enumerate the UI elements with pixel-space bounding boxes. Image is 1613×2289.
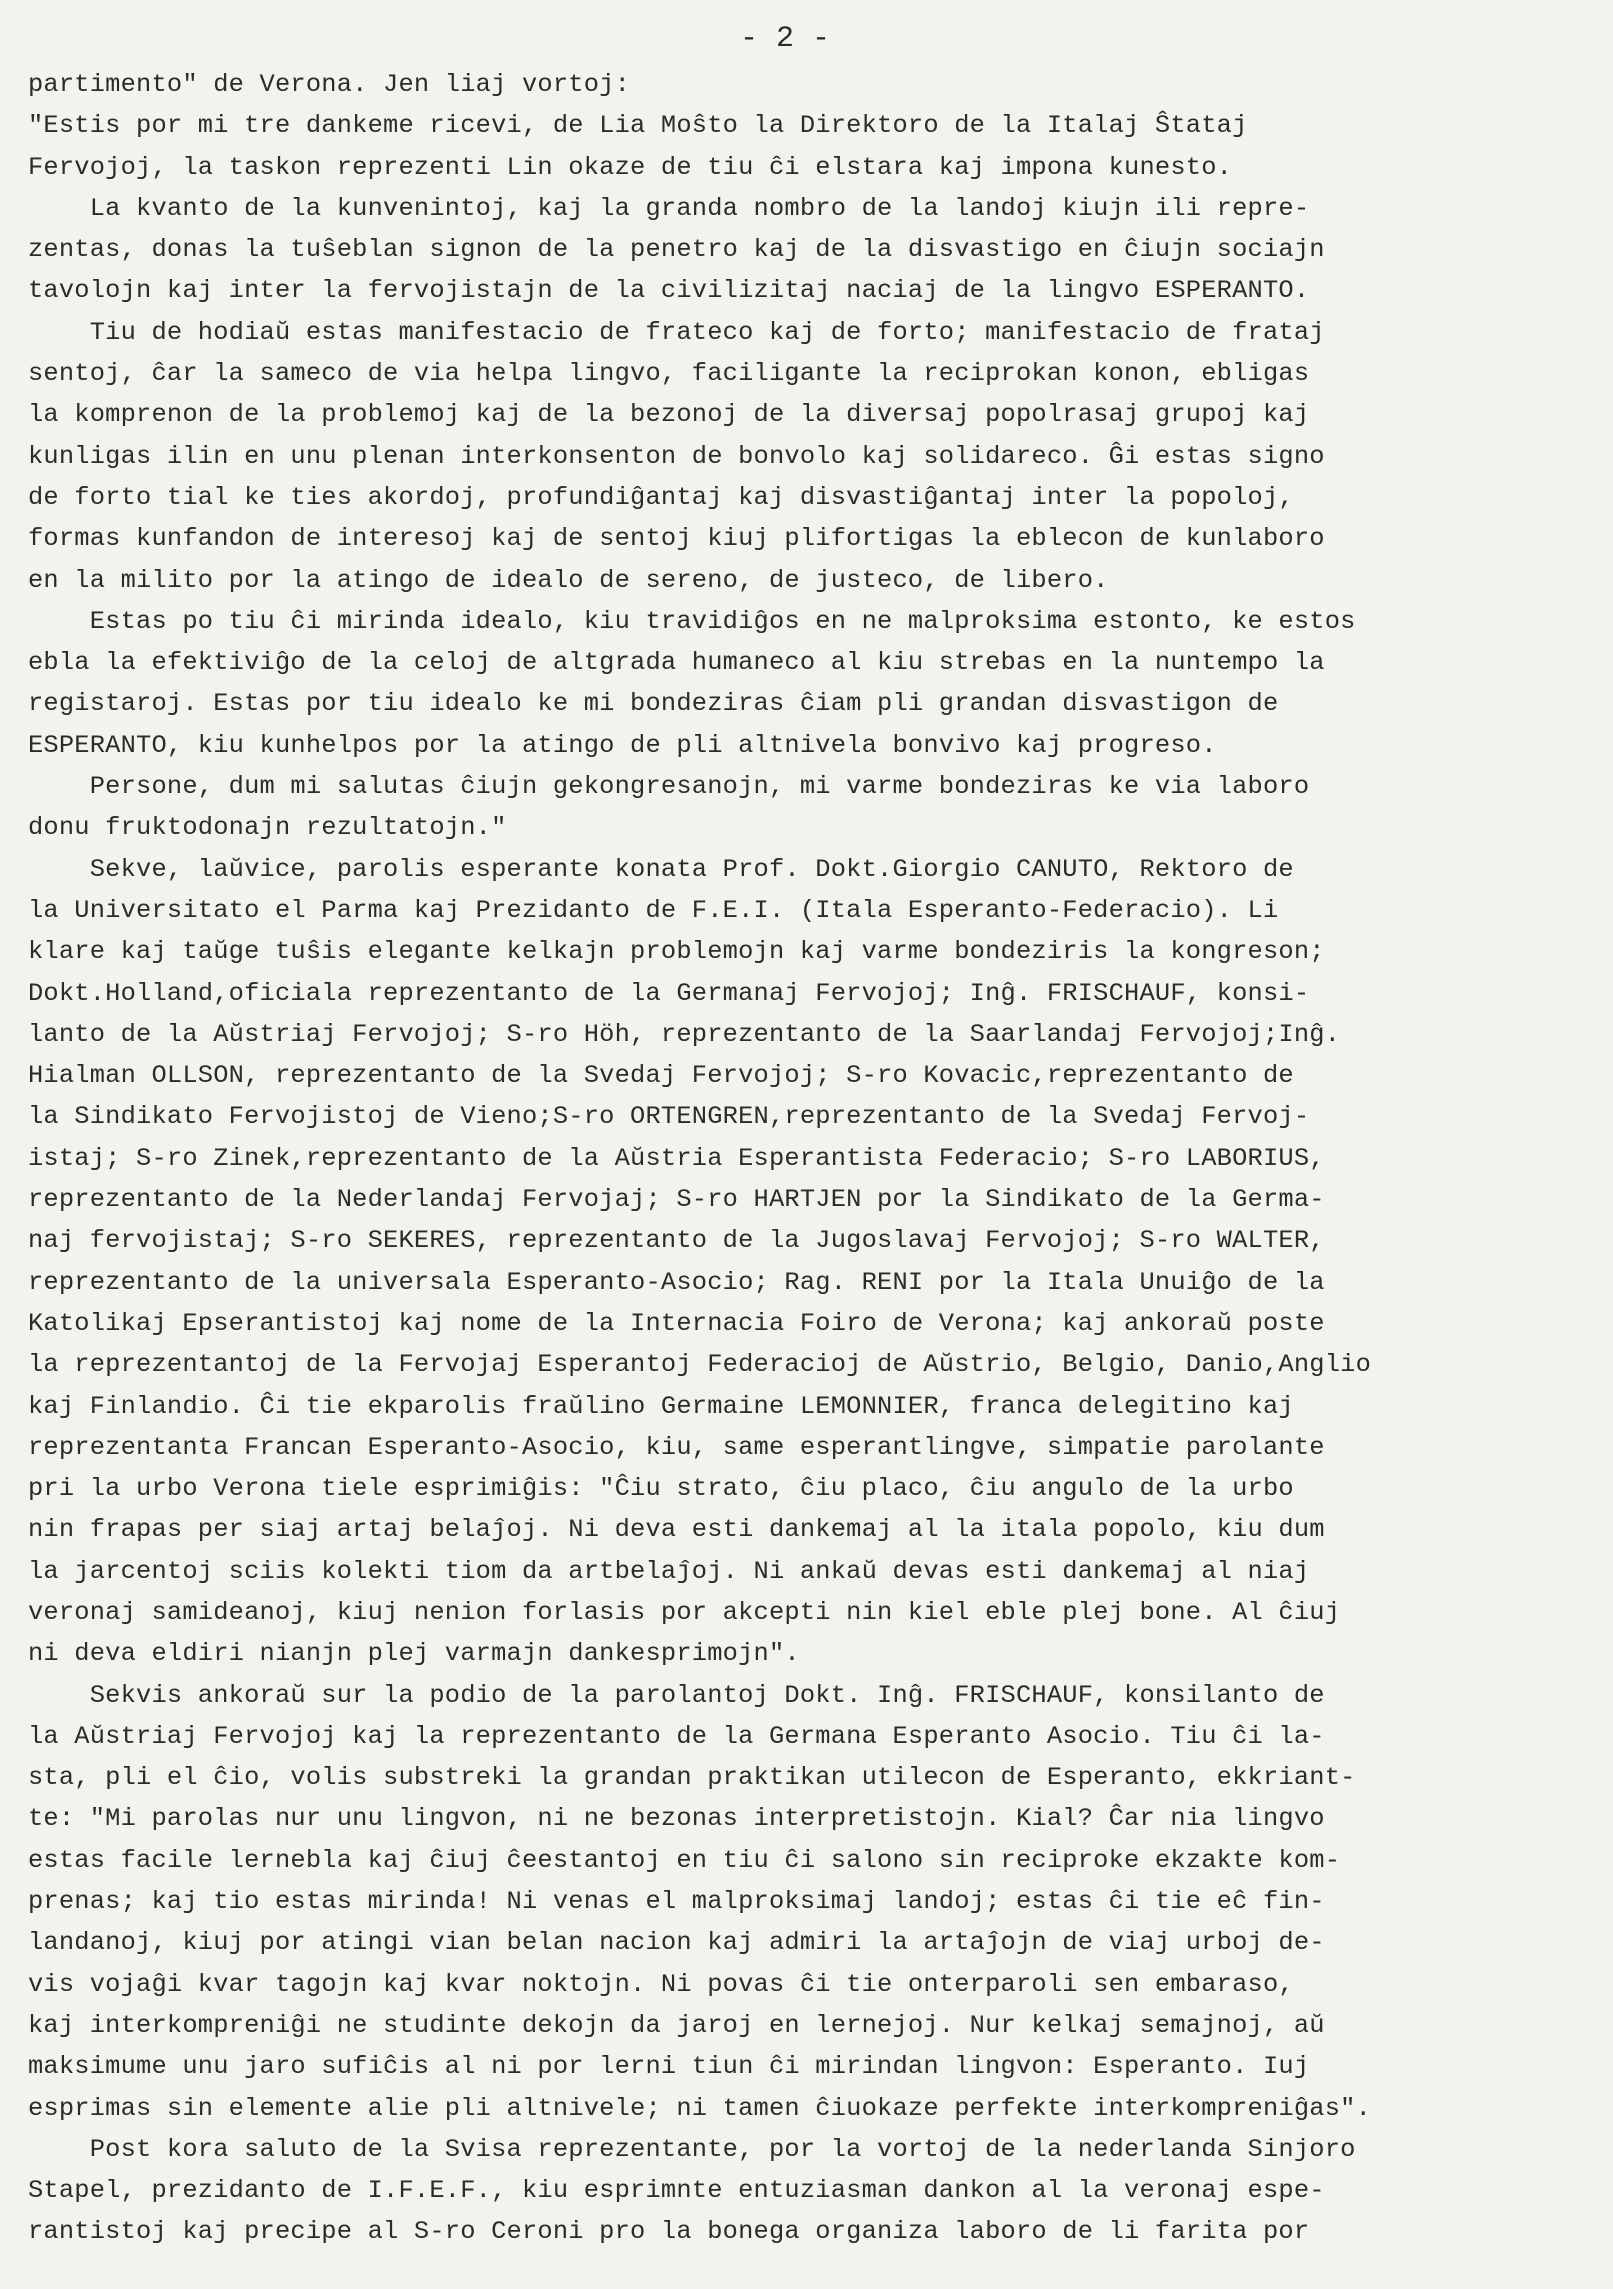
text-line: La kvanto de la kunvenintoj, kaj la granda nombro de la landoj kiujn ili repre-: [28, 193, 1310, 223]
text-line: naj fervojistaj; S-ro SEKERES, reprezentanto de la Jugoslavaj Fervojoj; S-ro WALTER,: [28, 1226, 1325, 1256]
text-line: Estas po tiu ĉi mirinda idealo, kiu travidiĝos en ne malproksima estonto, ke estos: [28, 606, 1356, 636]
text-line: de forto tial ke ties akordoj, profundiĝantaj kaj disvastiĝantaj inter la popoloj,: [28, 482, 1294, 512]
text-line: landanoj, kiuj por atingi vian belan nacion kaj admiri la artaĵojn de viaj urboj de-: [28, 1928, 1325, 1958]
text-line: reprezentanta Francan Esperanto-Asocio, kiu, same esperantlingve, simpatie parolante: [28, 1432, 1325, 1462]
text-line: registaroj. Estas por tiu idealo ke mi bondeziras ĉiam pli grandan disvastigon de: [28, 689, 1279, 719]
text-line: ni deva eldiri nianjn plej varmajn dankesprimojn".: [28, 1639, 800, 1669]
text-line: reprezentanto de la universala Esperanto-Asocio; Rag. RENI por la Itala Unuiĝo de la: [28, 1267, 1325, 1297]
text-line: la Universitato el Parma kaj Prezidanto de F.E.I. (Itala Esperanto-Federacio). Li: [28, 895, 1279, 925]
text-line: reprezentanto de la Nederlandaj Fervojaj; S-ro HARTJEN por la Sindikato de la Germa-: [28, 1185, 1325, 1215]
text-line: Stapel, prezidanto de I.F.E.F., kiu esprimnte entuziasman dankon al la veronaj espe-: [28, 2176, 1325, 2206]
text-line: vis vojaĝi kvar tagojn kaj kvar noktojn. Ni povas ĉi tie onterparoli sen embaraso,: [28, 1969, 1294, 1999]
text-line: sentoj, ĉar la sameco de via helpa lingvo, faciligante la reciprokan konon, ebligas: [28, 359, 1310, 389]
text-line: veronaj samideanoj, kiuj nenion forlasis por akcepti nin kiel eble plej bone. Al ĉiuj: [28, 1597, 1341, 1627]
text-line: Sekve, laŭvice, parolis esperante konata Prof. Dokt.Giorgio CANUTO, Rektoro de: [28, 854, 1294, 884]
text-line: nin frapas per siaj artaj belaĵoj. Ni devа esti dankemaj al la itala popolo, kiu dum: [28, 1515, 1325, 1545]
text-line: la jarcentoj sciis kolekti tiom da artbelaĵoj. Ni ankaŭ devas esti dankemaj al niaj: [28, 1556, 1310, 1586]
text-line: Katolikaj Epserantistoj kaj nome de la Internacia Foiro de Verona; kaj ankoraŭ poste: [28, 1308, 1325, 1338]
text-line: Persone, dum mi salutas ĉiujn gekongresanojn, mi varme bondeziras ke via laboro: [28, 772, 1310, 802]
text-line: rantistoj kaj precipe al S-ro Ceroni pro la bonega organiza laboro de li farita por: [28, 2217, 1310, 2247]
text-line: la Sindikato Fervojistoj de Vieno;S-ro ORTENGREN,reprezentanto de la Svedaj Fervoj-: [28, 1102, 1310, 1132]
text-line: esprimas sin elemente alie pli altnivele; ni tamen ĉiuokaze perfekte interkompreniĝas".: [28, 2093, 1372, 2123]
text-line: la reprezentantoj de la Fervojaj Esperantoj Federacioj de Aŭstrio, Belgio, Danio,Anglio: [28, 1350, 1372, 1380]
text-line: klare kaj taŭge tuŝis elegante kelkajn problemojn kaj varme bondeziris la kongreson;: [28, 937, 1325, 967]
text-line: Dokt.Holland,oficiala reprezentanto de la Germanaj Fervojoj; Inĝ. FRISCHAUF, konsi-: [28, 978, 1310, 1008]
text-line: istaj; S-ro Zinek,reprezentanto de la Aŭstria Esperantista Federacio; S-ro LABORIUS,: [28, 1143, 1325, 1173]
text-line: maksimume unu jaro sufiĉis al ni por lerni tiun ĉi mirindan lingvon: Esperanto. Iuj: [28, 2052, 1310, 2082]
document-body: [28, 64, 1588, 2253]
text-line: kaj Finlandio. Ĉi tie ekparolis fraŭlino Germaine LEMONNIER, franca delegitino kaj: [28, 1391, 1294, 1421]
text-line: sta, pli el ĉio, volis substreki la grandan praktikan utilecon de Esperanto, ekkriant-: [28, 1763, 1356, 1793]
text-line: tavolojn kaj inter la fervojistajn de la civilizitaj naciaj de la lingvo ESPERANTO.: [28, 276, 1310, 306]
page-number: - 2 -: [740, 22, 831, 56]
text-line: ebla la efektiviĝo de la celoj de altgrada humaneco al kiu strebas en la nuntempo la: [28, 648, 1325, 678]
text-line: la Aŭstriaj Fervojoj kaj la reprezentanto de la Germana Esperanto Asocio. Tiu ĉi la-: [28, 1721, 1325, 1751]
text-line: partimento" de Verona. Jen liaj vortoj:: [28, 70, 631, 99]
text-line: prenas; kaj tio estas mirinda! Ni venas el malproksimaj landoj; estas ĉi tie eĉ fin-: [28, 1887, 1325, 1917]
text-line: kunligas ilin en unu plenan interkonsenton de bonvolo kaj solidareco. Ĝi estas signo: [28, 441, 1325, 471]
text-line: formas kunfandon de interesoj kaj de sentoj kiuj plifortigas la eblecon de kunlaboro: [28, 524, 1325, 554]
text-line: lanto de la Aŭstriaj Fervojoj; S-ro Höh, reprezentanto de la Saarlandaj Fervojoj;Inĝ.: [28, 1019, 1341, 1049]
text-line: ESPERANTO, kiu kunhelpos por la atingo de pli altnivela bonvivo kaj progreso.: [28, 730, 1217, 760]
text-line: Hialman OLLSON, reprezentanto de la Svedaj Fervojoj; S-ro Kovacic,reprezentanto de: [28, 1061, 1294, 1091]
text-line: zentas, donas la tuŝeblan signon de la penetro kaj de la disvastigo en ĉiujn sociajn: [28, 235, 1325, 265]
text-line: Fervojoj, la taskon reprezenti Lin okaze de tiu ĉi elstara kaj imponа kunesto.: [28, 152, 1233, 182]
text-line: estas facile lernebla kaj ĉiuj ĉeestantoj en tiu ĉi salono sin reciproke ekzakte kom-: [28, 1845, 1341, 1875]
text-line: te: "Mi parolas nur unu lingvon, ni ne bezonas interpretistojn. Kial? Ĉar nia lingvo: [28, 1804, 1325, 1834]
text-line: kaj interkompreniĝi ne studinte dekojn da jaroj en lernejoj. Nur kelkaj semajnoj, aŭ: [28, 2010, 1325, 2040]
text-line: Tiu de hodiaŭ estas manifestacio de frateco kaj de forto; manifestacio de frataj: [28, 317, 1325, 347]
text-line: la komprenon de la problemoj kaj de la bezonoj de la diversaj popolrasaj grupoj kaj: [28, 400, 1310, 430]
text-line: Post kora saluto de la Svisa reprezentante, por la vortoj de la nederlanda Sinjoro: [28, 2134, 1356, 2164]
text-line: donu fruktodonajn rezultatojn.": [28, 813, 507, 843]
text-line: "Estis por mi tre dankeme ricevi, de Lia Moŝto la Direktoro de la Italaj Ŝtataj: [28, 111, 1248, 141]
text-line: en la milito por la atingo de idealo de sereno, de justeco, de libero.: [28, 565, 1109, 595]
text-line: pri la urbo Verona tiele esprimiĝis: "Ĉiu strato, ĉiu placo, ĉiu angulo de la urbo: [28, 1474, 1294, 1504]
text-line: Sekvis ankoraŭ sur la podio de la parolantoj Dokt. Inĝ. FRISCHAUF, konsilanto de: [28, 1680, 1325, 1710]
